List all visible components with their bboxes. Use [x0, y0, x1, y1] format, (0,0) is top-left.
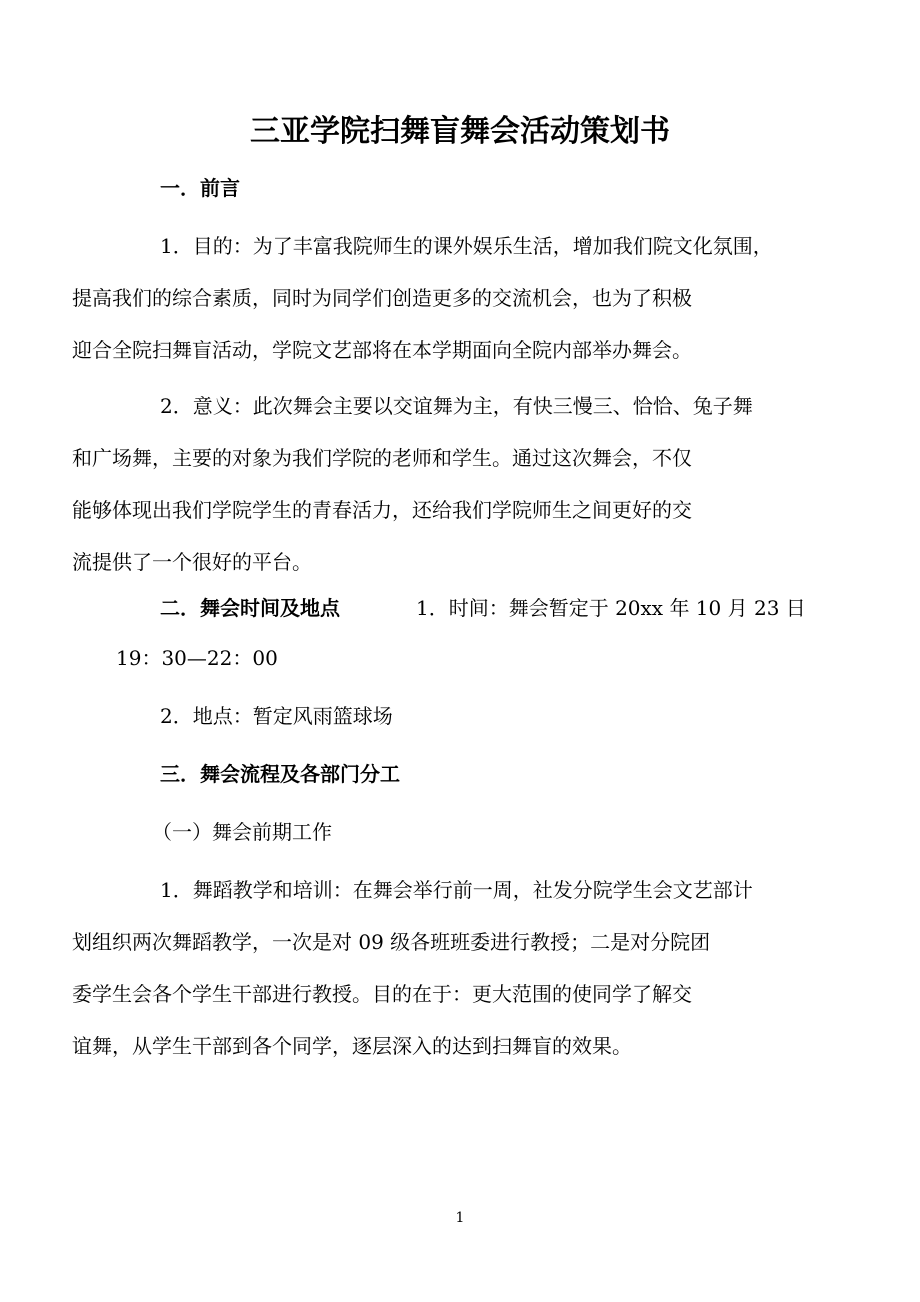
- paragraph-line: 划组织两次舞蹈教学，一次是对 09 级各班班委进行教授；二是对分院团: [72, 930, 711, 954]
- paragraph-line: 能够体现出我们学院学生的青春活力，还给我们学院师生之间更好的交: [72, 498, 692, 522]
- paragraph-line: 和广场舞，主要的对象为我们学院的老师和学生。通过这次舞会，不仅: [72, 446, 692, 470]
- paragraph-purpose: [72, 220, 816, 376]
- subsection-heading-preparation: （一）舞会前期工作: [152, 820, 332, 844]
- paragraph-line: 1．舞蹈教学和培训：在舞会举行前一周，社发分院学生会文艺部计: [160, 878, 753, 902]
- paragraph-line: 流提供了一个很好的平台。: [72, 550, 312, 574]
- paragraph-line: 委学生会各个学生干部进行教授。目的在于：更大范围的使同学了解交: [72, 982, 692, 1006]
- section-heading-process: 三．舞会流程及各部门分工: [160, 762, 400, 786]
- paragraph-dance-training: [72, 864, 816, 1072]
- document-title: 三亚学院扫舞盲舞会活动策划书: [250, 114, 670, 149]
- section-heading-time-place: 二．舞会时间及地点: [160, 596, 340, 620]
- event-place: 2．地点：暂定风雨篮球场: [160, 704, 393, 728]
- paragraph-significance: [72, 380, 816, 588]
- paragraph-line: 谊舞，从学生干部到各个同学，逐层深入的达到扫舞盲的效果。: [72, 1034, 632, 1058]
- paragraph-line: 提高我们的综合素质，同时为同学们创造更多的交流机会，也为了积极: [72, 286, 692, 310]
- event-time-line: 1．时间：舞会暂定于 20xx 年 10 月 23 日: [416, 596, 806, 620]
- event-time-range: 19：30—22：00: [116, 646, 278, 670]
- paragraph-line: 2．意义：此次舞会主要以交谊舞为主，有快三慢三、恰恰、兔子舞: [160, 394, 753, 418]
- paragraph-line: 1．目的：为了丰富我院师生的课外娱乐生活，增加我们院文化氛围，: [160, 234, 773, 258]
- section-heading-preface: 一．前言: [160, 176, 240, 200]
- paragraph-line: 迎合全院扫舞盲活动，学院文艺部将在本学期面向全院内部举办舞会。: [72, 338, 692, 362]
- page-number: 1: [455, 1210, 465, 1226]
